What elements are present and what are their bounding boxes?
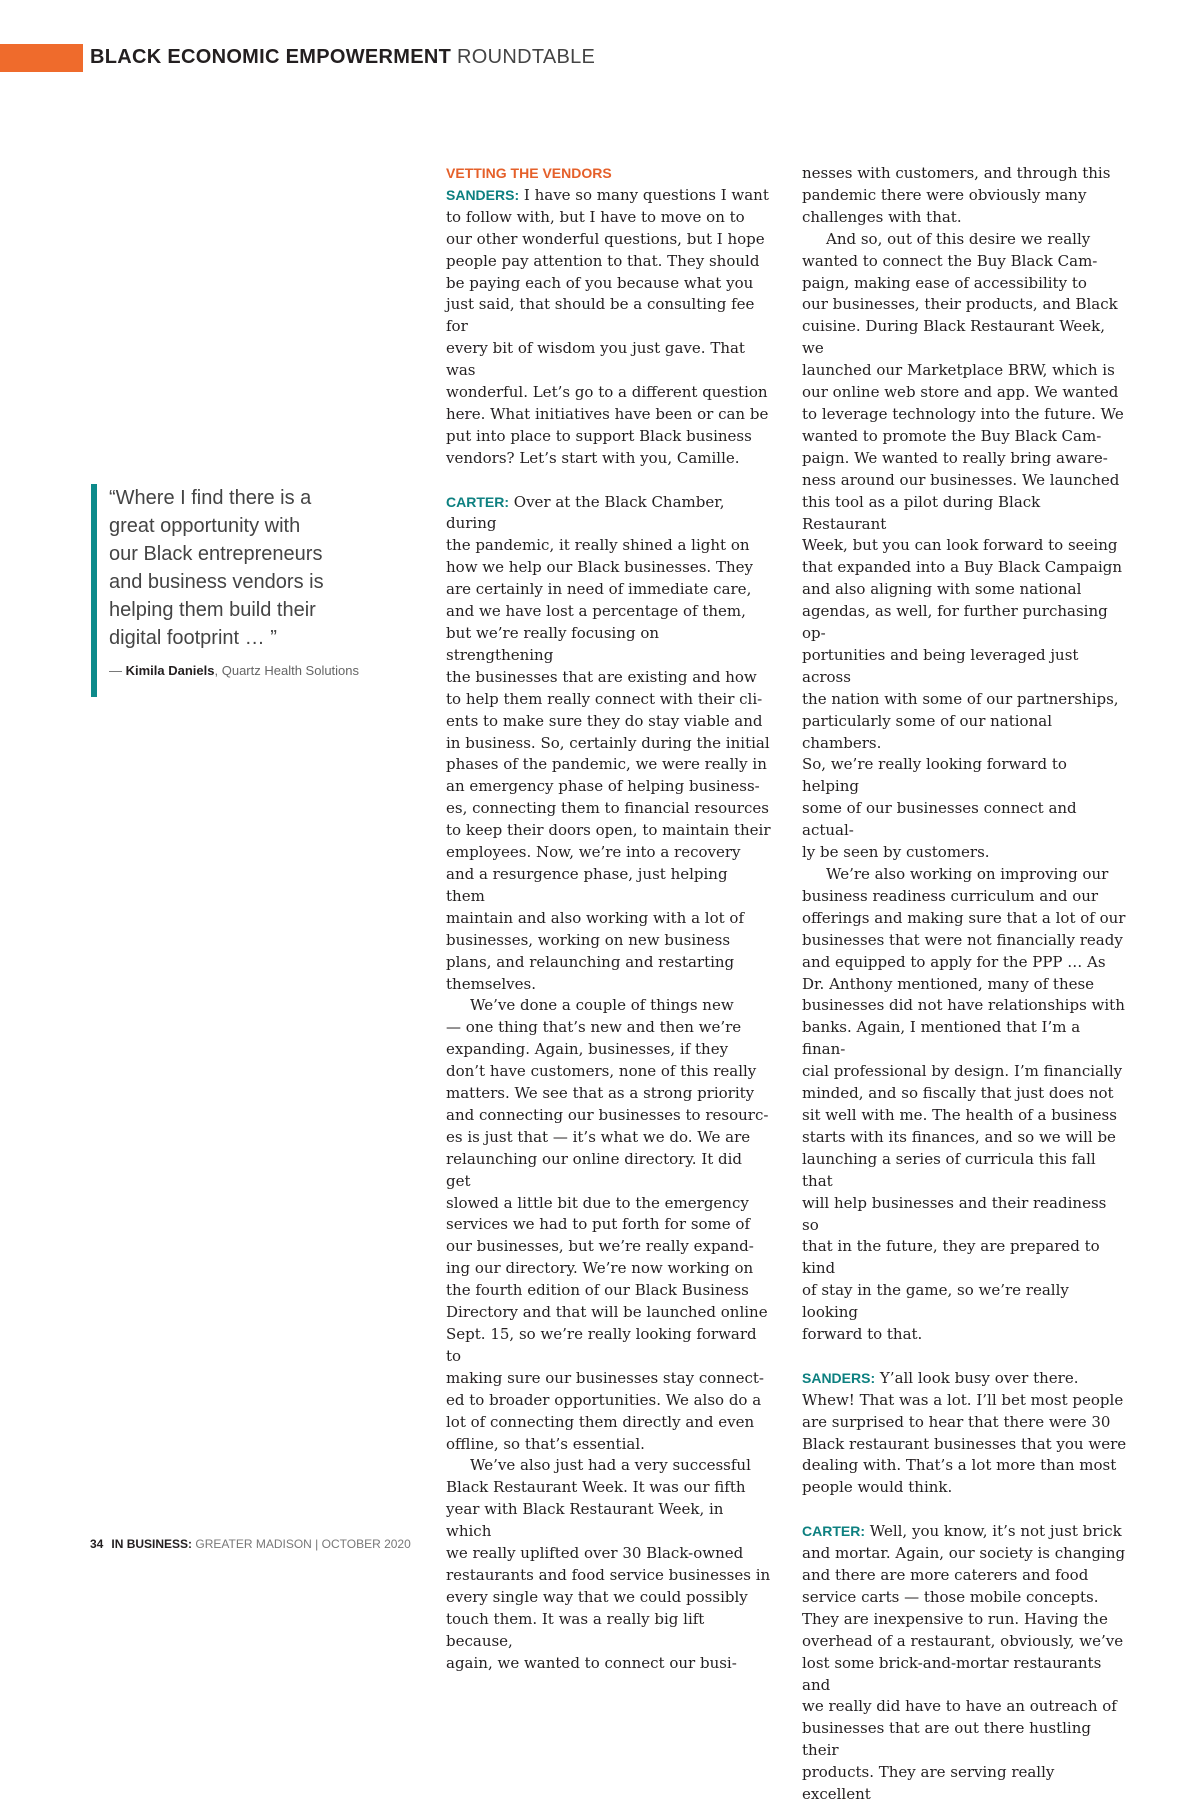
- paragraph: nesses with customers, and through this pandemic there were obviously many challenges with that.: [802, 164, 1111, 226]
- paragraph: And so, out of this desire we really wanted to connect the Buy Black Cam- paign, making ease of accessibility to our businesses, their products, and Black cuisine. During Black Restaurant Week, we launched our Marketplace BRW, which is our online web store and app. We wanted to leverage technology into the future. We wanted to promote the Buy Black Cam- paign. We wanted to really bring aware- ness around our businesses. We launched this tool as a pilot during Black Restaurant Week, but you can look forward to seeing that expanded into a Buy Black Campaign and also aligning with some national agendas, as well, for further purchasing op- portunities and being leveraged just across the nation with some of our partnerships, particularly some of our national chambers. So, we’re really looking forward to helping some of our businesses connect and actual- ly be seen by customers.: [802, 229, 1124, 862]
- paragraph: [446, 492, 771, 996]
- paragraph: [802, 1368, 1127, 1499]
- paragraph: We’ve done a couple of things new — one thing that’s new and then we’re expanding. Again, businesses, if they don’t have customers, none of this really matters. We see that as a strong priority and connecting our businesses to resourc- es is just that — it’s what we do. We are relaunching our online directory. It did get slowed a little bit due to the emergency services we had to put forth for some of our businesses, but we’re really expand- ing our directory. We’re now working on the fourth edition of our Black Business Directory and that will be launched online Sept. 15, so we’re really looking forward to making sure our businesses stay connect- ed to broader opportunities. We also do a lot of connecting them directly and even offline, so that’s essential.: [446, 996, 769, 1453]
- section-title: [90, 46, 595, 69]
- pull-quote-name: Kimila Daniels: [125, 663, 215, 678]
- paragraph-text: Over at the Black Chamber, during the pandemic, it really shined a light on how we help our Black businesses. They are certainly in need of immediate care, and we have lost a percentage of them, but we’re really focusing on strengthening the businesses that are existing and how to help them really connect with their cli- ents to make sure they do stay viable and in business. So, certainly during the initial phases of the pandemic, we were really in an emergency phase of helping business- es, connecting them to financial resources to keep their doors open, to maintain their employees. Now, we’re into a recovery and a resurgence phase, just helping them maintain and also working with a lot of businesses, working on new business plans, and relaunching and restarting themselves.: [446, 492, 771, 993]
- paragraph-text: Y’all look busy over there. Whew! That was a lot. I’ll bet most people are surprised to hear that there were 30 Black restaurant businesses that you were dealing with. That’s a lot more than most people would think.: [802, 1368, 1127, 1497]
- pull-quote-affiliation: , Quartz Health Solutions: [214, 663, 360, 678]
- paragraph: [446, 185, 771, 470]
- paragraph-text: I have so many questions I want to follow with, but I have to move on to our other wonderful questions, but I hope people pay attention to that. They should be paying each of you because what you just said, that should be a consulting fee for every bit of wisdom you just gave. That was wonderful. Let’s go to a different question here. What initiatives have been or can be put into place to support Black business vendors? Let’s start with you, Camille.: [446, 185, 769, 467]
- edition-info: GREATER MADISON | OCTOBER 2020: [192, 1537, 411, 1551]
- paragraph-text: Well, you know, it’s not just brick and mortar. Again, our society is changing and there are more caterers and food service carts — those mobile concepts. They are inexpensive to run. Having the overhead of a restaurant, obviously, we’ve lost some brick-and-mortar restaurants and we really did have to have an outreach of businesses that are out there hustling their products. They are serving really excellent: [802, 1522, 1126, 1804]
- speaker-label: SANDERS:: [802, 1369, 876, 1386]
- article-column-2: [802, 163, 1127, 1806]
- paragraph: We’re also working on improving our business readiness curriculum and our offerings and making sure that a lot of our businesses that were not financially ready and equipped to apply for the PPP … As Dr. Anthony mentioned, many of these businesses did not have relationships with banks. Again, I mentioned that I’m a finan- cial professional by design. I’m financially minded, and so fiscally that just does not sit well with me. The health of a business starts with its finances, and so we will be launching a series of curricula this fall that will help businesses and their readiness so that in the future, they are prepared to kind of stay in the game, so we’re really looking forward to that.: [802, 865, 1126, 1344]
- section-title-sub: ROUNDTABLE: [456, 46, 596, 68]
- page-number: 34: [90, 1537, 104, 1551]
- speaker-label: CARTER:: [446, 493, 509, 510]
- publication-name: IN BUSINESS:: [111, 1537, 193, 1551]
- pull-quote-dash: —: [109, 663, 126, 678]
- article-subhead: VETTING THE VENDORS: [446, 165, 612, 181]
- speaker-label: SANDERS:: [446, 186, 520, 203]
- pull-quote-attribution: [109, 662, 382, 680]
- section-title-main: BLACK ECONOMIC EMPOWERMENT: [90, 46, 452, 68]
- page-footer: [90, 1537, 411, 1551]
- speaker-label: CARTER:: [802, 1523, 865, 1540]
- pull-quote-text: “Where I find there is a great opportunity with our Black entrepreneurs and business vendors is helping them build their digital footprint … ”: [109, 487, 324, 649]
- article-column-1: [446, 163, 771, 1675]
- header-accent-bar: [0, 44, 83, 72]
- pull-quote: [91, 484, 382, 697]
- paragraph: We’ve also just had a very successful Black Restaurant Week. It was our fifth year with Black Restaurant Week, in which we really uplifted over 30 Black-owned restaurants and food service businesses in every single way that we could possibly touch them. It was a really big lift because, again, we wanted to connect our busi-: [446, 1456, 771, 1672]
- paragraph: [802, 1521, 1127, 1806]
